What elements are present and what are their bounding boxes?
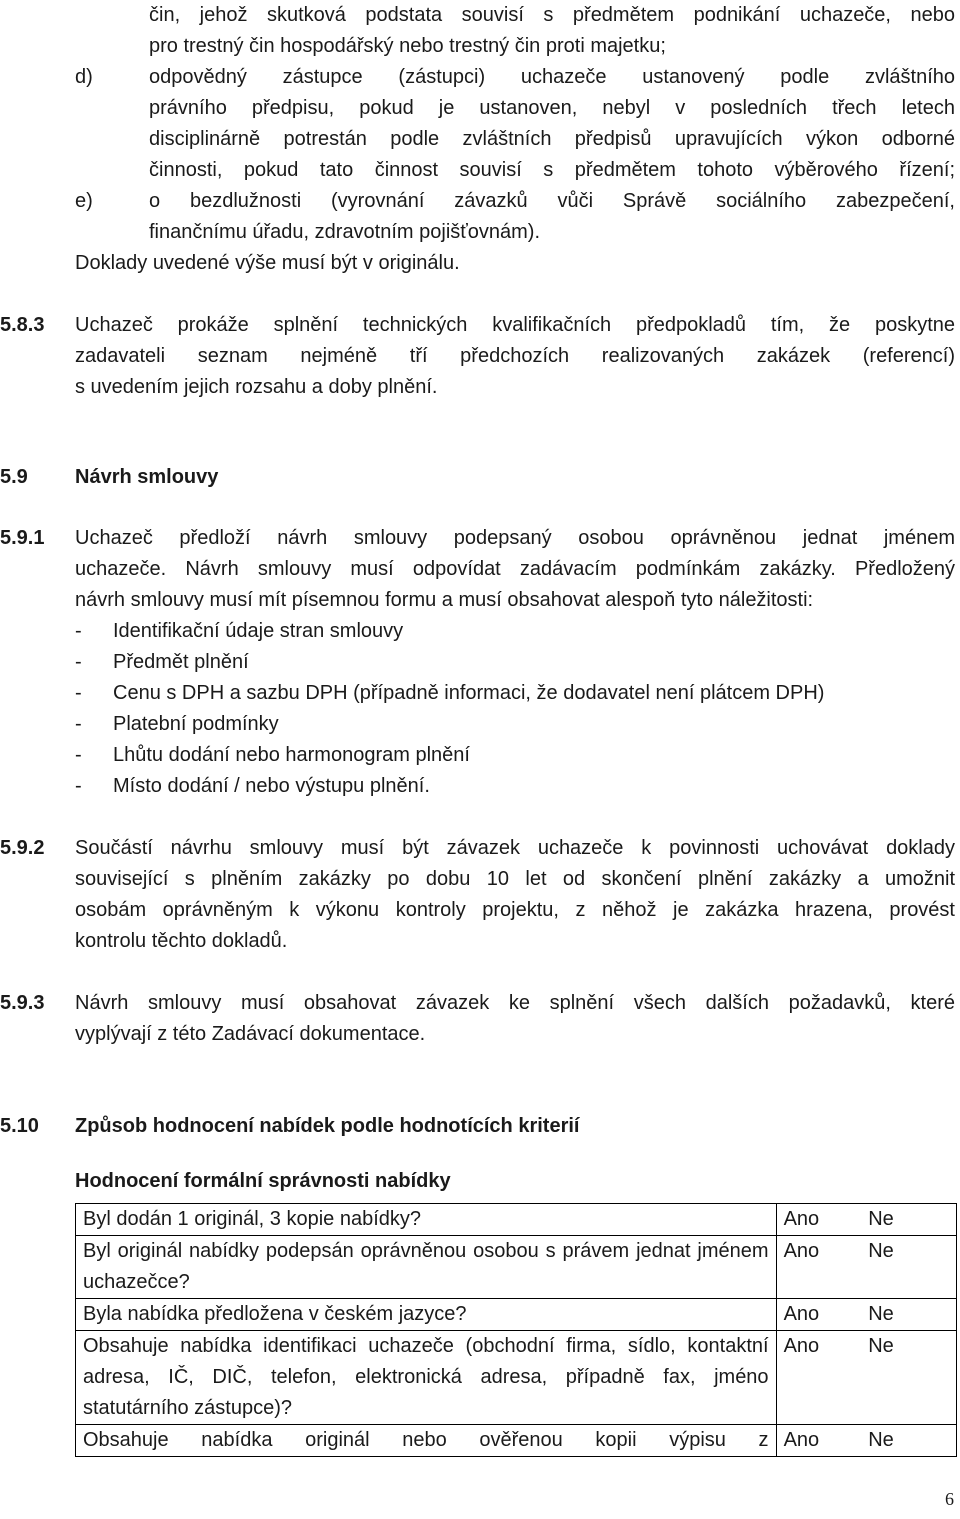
answer-yes: Ano [776,1299,861,1331]
answer-yes: Ano [776,1331,861,1425]
page-number: 6 [945,1489,954,1509]
section-5-9-1-line2: uchazeče. Návrh smlouvy musí odpovídat zadávacím podmínkám zakázky. Předložený [75,558,955,580]
item-e-label: e) [75,190,93,212]
answer-yes: Ano [776,1236,861,1299]
list-dash: - [75,620,82,642]
answer-yes: Ano [776,1425,861,1457]
section-5-9-2-line2: související s plněním zakázky po dobu 10 let od skončení plnění zakázky a umožnit [75,868,955,890]
answer-no: Ne [861,1299,956,1331]
table-row [76,1331,957,1425]
list-item-text: Cenu s DPH a sazbu DPH (případně informaci, že dodavatel není plátcem DPH) [113,682,825,704]
question-cell: Byl originál nabídky podepsán oprávněnou osobou s právem jednat jménem uchazečce? [76,1236,777,1299]
question-cell: Byla nabídka předložena v českém jazyce? [76,1299,777,1331]
section-5-9-2-line4: kontrolu těchto dokladů. [75,930,288,952]
list-item-text: Místo dodání / nebo výstupu plnění. [113,775,430,797]
item-d-line4: činnosti, pokud tato činnost souvisí s předmětem tohoto výběrového řízení; [149,159,955,181]
list-item [0,709,960,740]
question-cell: Byl dodán 1 originál, 3 kopie nabídky? [76,1204,777,1236]
list-item [0,771,960,802]
item-d-line2: právního předpisu, pokud je ustanoven, nebyl v posledních třech letech [149,97,955,119]
section-5-9-1-number: 5.9.1 [0,527,45,549]
answer-no: Ne [861,1236,956,1299]
list-item-text: Lhůtu dodání nebo harmonogram plnění [113,744,470,766]
section-5-9-1-line1: Uchazeč předloží návrh smlouvy podepsaný osobou oprávněnou jednat jménem [75,527,955,549]
list-item [0,678,960,709]
section-5-9-2-line1: Součástí návrhu smlouvy musí být závazek uchazeče k povinnosti uchovávat doklady [75,837,955,859]
section-5-10-title: Způsob hodnocení nabídek podle hodnotících kriterií [75,1115,580,1137]
question-cell: Obsahuje nabídka originál nebo ověřenou kopii výpisu z [76,1425,777,1457]
list-dash: - [75,713,82,735]
list-item-text: Platební podmínky [113,713,279,735]
list-dash: - [75,682,82,704]
question-cell: Obsahuje nabídka identifikaci uchazeče (obchodní firma, sídlo, kontaktní adresa, IČ, DIČ, telefon, elektronická adresa, případně fax, jméno statutárního zástupce)? [76,1331,777,1425]
section-5-10-number: 5.10 [0,1115,39,1137]
answer-yes: Ano [776,1204,861,1236]
section-5-9-3-line1: Návrh smlouvy musí obsahovat závazek ke splnění všech dalších požadavků, které [75,992,955,1014]
table-row [76,1299,957,1331]
item-d-label: d) [75,66,93,88]
list-item [0,616,960,647]
list-item [0,740,960,771]
list-item-text: Identifikační údaje stran smlouvy [113,620,404,642]
section-5-9-1-line3: návrh smlouvy musí mít písemnou formu a musí obsahovat alespoň tyto náležitosti: [75,589,814,611]
section-5-9-3-number: 5.9.3 [0,992,45,1014]
item-d-line3: disciplinárně potrestán podle zvláštních předpisů upravujících výkon odborné [149,128,955,150]
formal-check-table [75,1203,957,1457]
originals-note: Doklady uvedené výše musí být v originálu. [75,252,460,274]
section-5-8-3-line2: zadavateli seznam nejméně tří předchozích realizovaných zakázek (referencí) [75,345,955,367]
section-5-9-number: 5.9 [0,466,28,488]
item-e-line1: o bezdlužnosti (vyrovnání závazků vůči Správě sociálního zabezpečení, [149,190,955,212]
list-dash: - [75,651,82,673]
item-e-line2: finančnímu úřadu, zdravotním pojišťovnám). [149,221,541,243]
table-row [76,1204,957,1236]
section-5-9-2-line3: osobám oprávněným k výkonu kontroly projektu, z něhož je zakázka hrazena, provést [75,899,955,921]
item-d-line1: odpovědný zástupce (zástupci) uchazeče ustanovený podle zvláštního [149,66,955,88]
answer-no: Ne [861,1204,956,1236]
answer-no: Ne [861,1331,956,1425]
table-row [76,1425,957,1457]
formal-check-heading: Hodnocení formální správnosti nabídky [75,1170,451,1192]
section-5-9-3-line2: vyplývají z této Zadávací dokumentace. [75,1023,426,1045]
list-dash: - [75,744,82,766]
section-5-9-title: Návrh smlouvy [75,466,219,488]
section-5-8-3-line1: Uchazeč prokáže splnění technických kvalifikačních předpokladů tím, že poskytne [75,314,955,336]
section-5-8-3-number: 5.8.3 [0,314,45,336]
cont-c-line1: čin, jehož skutková podstata souvisí s předmětem podnikání uchazeče, nebo [149,4,955,26]
list-dash: - [75,775,82,797]
section-5-8-3-line3: s uvedením jejich rozsahu a doby plnění. [75,376,438,398]
answer-no: Ne [861,1425,956,1457]
list-item [0,647,960,678]
section-5-9-2-number: 5.9.2 [0,837,45,859]
list-item-text: Předmět plnění [113,651,249,673]
cont-c-line2: pro trestný čin hospodářský nebo trestný čin proti majetku; [149,35,666,57]
table-row [76,1236,957,1299]
